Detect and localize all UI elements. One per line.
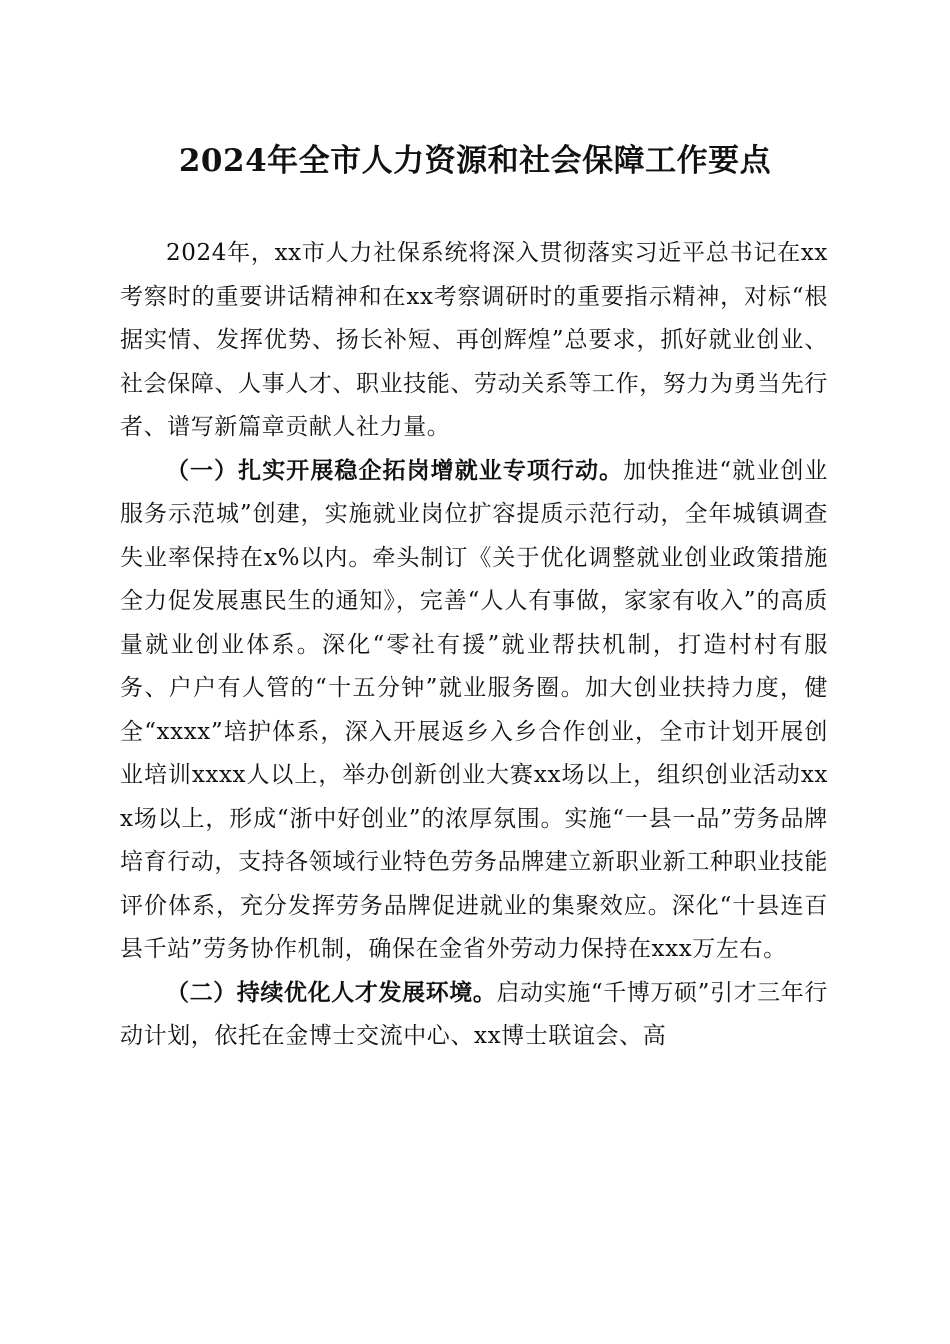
section-1-heading: （一）扎实开展稳企拓岗增就业专项行动。 bbox=[166, 457, 624, 484]
section-1-text: 加快推进“就业创业服务示范城”创建，实施就业岗位扩容提质示范行动，全年城镇调查失业率保持在x%以内。牵头制订《关于优化调整就业创业政策措施全力促发展惠民生的通知》，完善“人人有事做，家家有收入”的高质量就业创业体系。深化“零社有援”就业帮扶机制，打造村村有服务、户户有人管的“十五分钟”就业服务圈。加大创业扶持力度，健全“xxxx”培护体系，深入开展返乡入乡合作创业，全市计划开展创业培训xxxx人以上，举办创新创业大赛xx场以上，组织创业活动xxx场以上，形成“浙中好创业”的浓厚氛围。实施“一县一品”劳务品牌培育行动，支持各领域行业特色劳务品牌建立新职业新工种职业技能评价体系，充分发挥劳务品牌促进就业的集聚效应。深化“十县连百县千站”劳务协作机制，确保在金省外劳动力保持在xxx万左右。 bbox=[120, 457, 828, 962]
document-body bbox=[120, 232, 828, 1059]
document-title: 2024年全市人力资源和社会保障工作要点 bbox=[178, 143, 772, 179]
section-1-paragraph bbox=[120, 450, 828, 972]
section-2-text: 启动实施“千博万硕”引才三年行动计划，依托在金博士交流中心、xx博士联谊会、高 bbox=[120, 979, 828, 1049]
intro-paragraph: 2024年，xx市人力社保系统将深入贯彻落实习近平总书记在xx考察时的重要讲话精神和在xx考察调研时的重要指示精神，对标“根据实情、发挥优势、扬长补短、再创辉煌”总要求，抓好就业创业、社会保障、人事人才、职业技能、劳动关系等工作，努力为勇当先行者、谱写新篇章贡献人社力量。 bbox=[120, 240, 828, 440]
section-2-paragraph bbox=[120, 972, 828, 1059]
section-2-heading: （二）持续优化人才发展环境。 bbox=[166, 979, 497, 1006]
